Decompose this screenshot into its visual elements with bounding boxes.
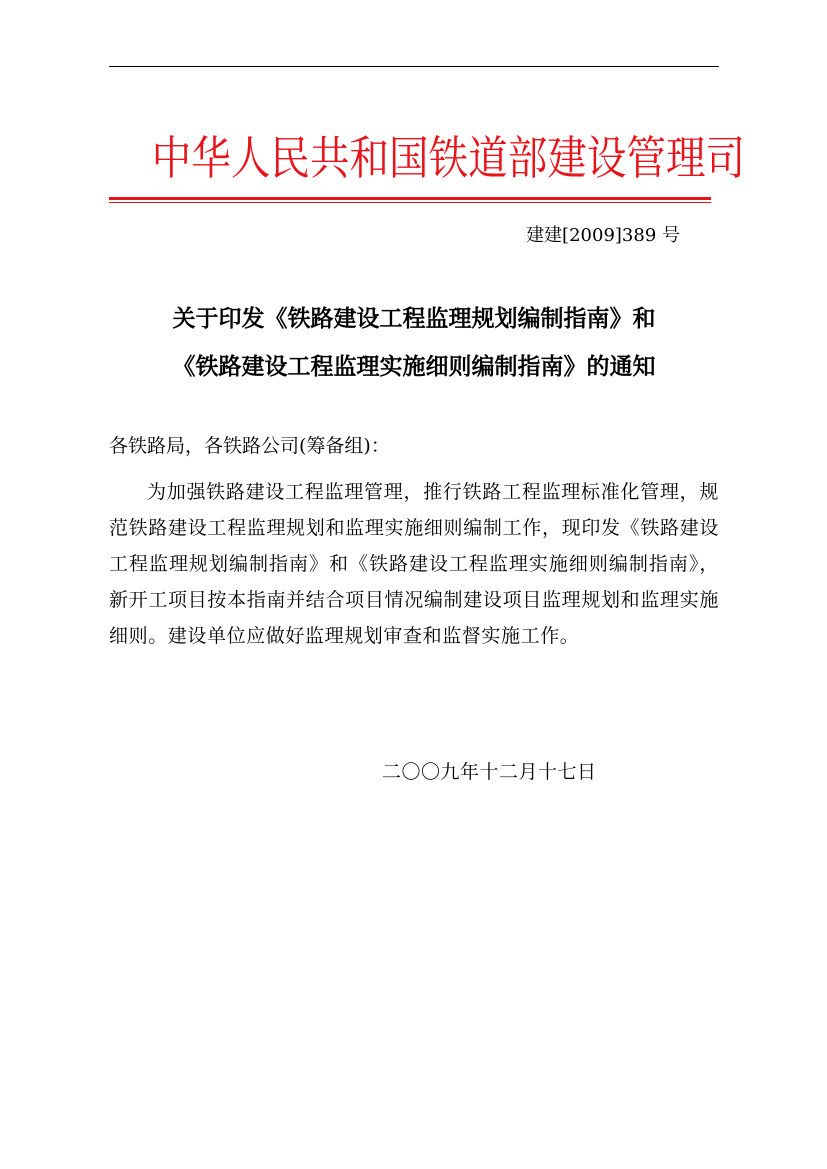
red-double-rule-thin	[109, 202, 711, 203]
top-rule	[109, 66, 719, 67]
title-line-1: 关于印发《铁路建设工程监理规划编制指南》和	[172, 305, 656, 332]
document-number: 建建[2009]389 号	[526, 225, 680, 246]
red-double-rule-thick	[109, 197, 711, 200]
salutation: 各铁路局，各铁路公司(筹备组)：	[109, 435, 390, 457]
issue-date: 二〇〇九年十二月十七日	[382, 761, 597, 783]
title-line-2: 《铁路建设工程监理实施细则编制指南》的通知	[172, 353, 656, 380]
issuer-masthead: 中华人民共和国铁道部建设管理司	[151, 131, 746, 185]
body-paragraph: 为加强铁路建设工程监理管理，推行铁路工程监理标准化管理，规范铁路建设工程监理规划和监理实施细则编制工作，现印发《铁路建设工程监理规划编制指南》和《铁路建设工程监理实施细则编制指南》，新开工项目按本指南并结合项目情况编制建设项目监理规划和监理实施细则。建设单位应做好监理规划审查和监督实施工作。	[109, 481, 719, 647]
